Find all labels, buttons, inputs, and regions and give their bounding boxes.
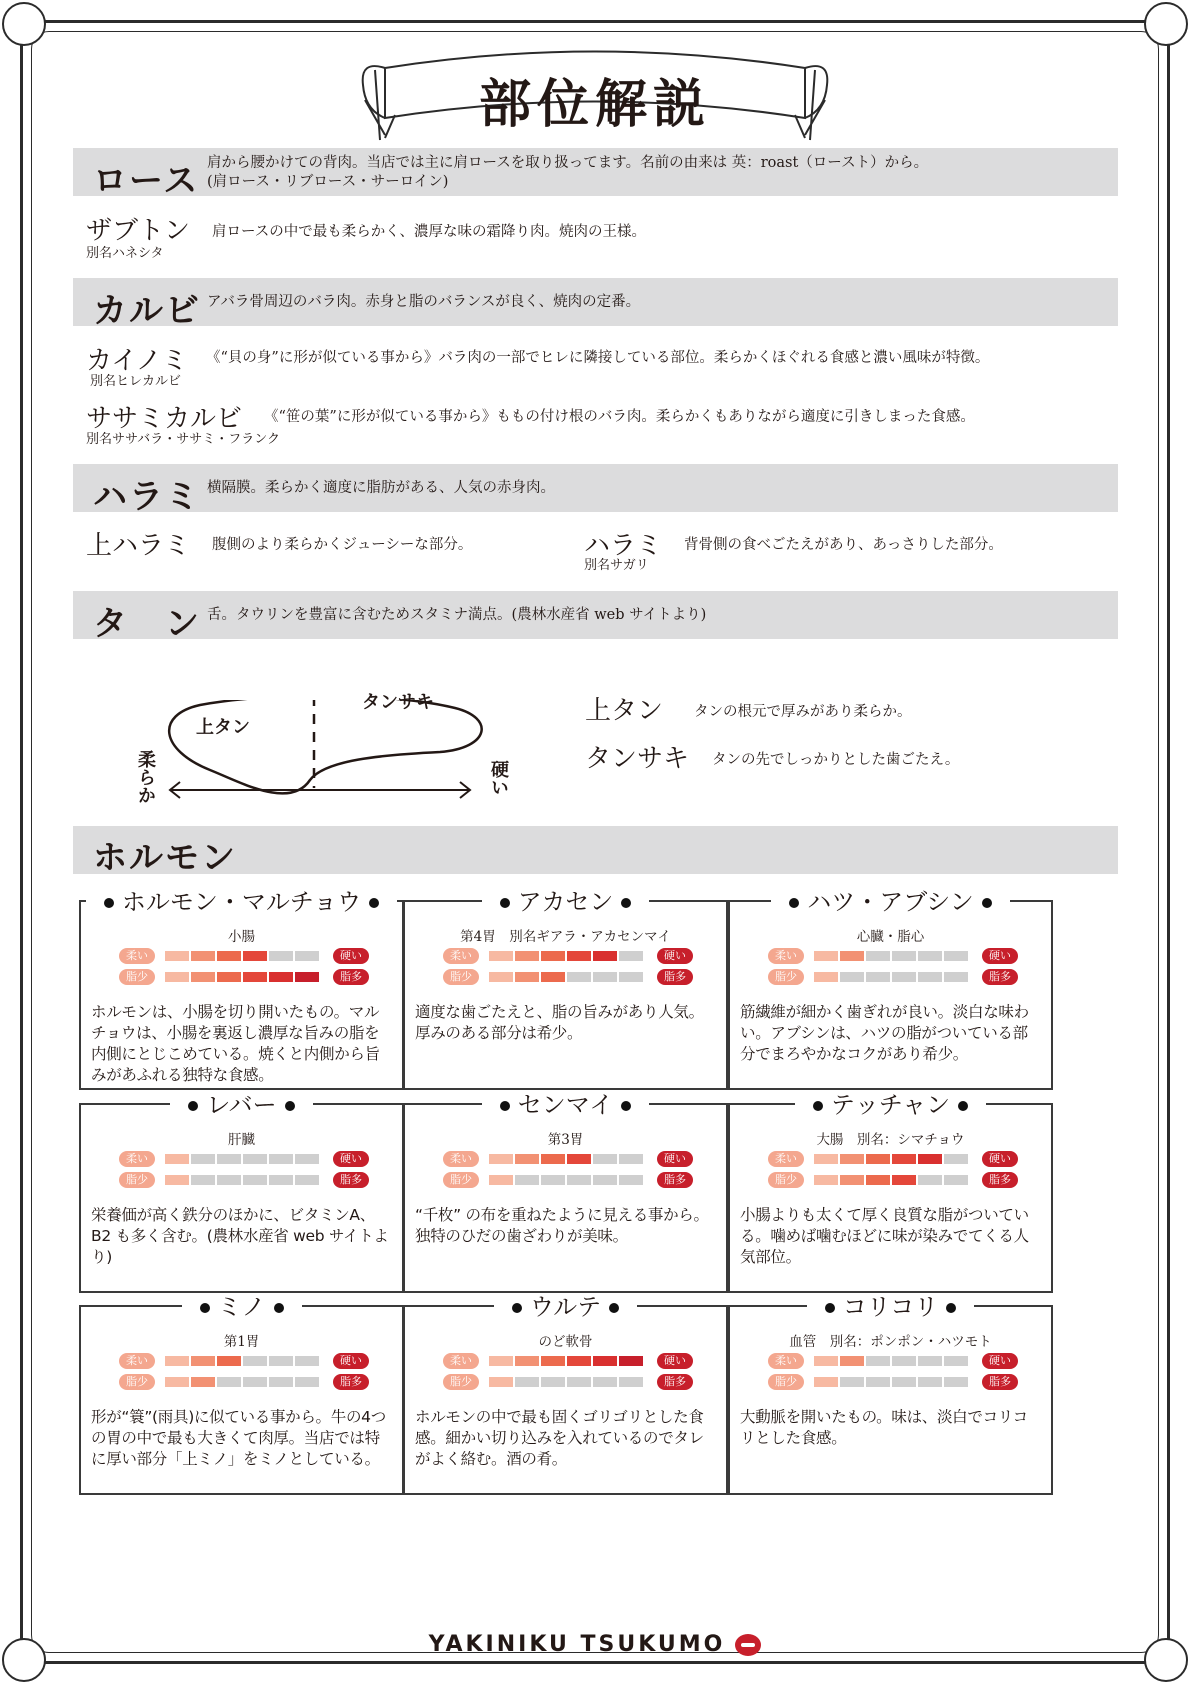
hard-axis-label: 硬い bbox=[488, 760, 509, 796]
meter-segment bbox=[892, 1175, 916, 1185]
card-title-text: テッチャン bbox=[830, 1091, 951, 1119]
sub-item-desc: 肩ロースの中で最も柔らかく、濃厚な味の霜降り肉。焼肉の王様。 bbox=[212, 224, 646, 240]
horumon-card bbox=[79, 888, 404, 1090]
card-subtitle: 心臓・脂心 bbox=[856, 929, 925, 945]
category-bar-tan bbox=[73, 591, 1118, 644]
horumon-card bbox=[403, 888, 728, 1090]
meter-segment bbox=[944, 1154, 968, 1164]
card-description: 適度な歯ごたえと、脂の旨みがあり人気。厚みのある部分は希少。 bbox=[415, 1003, 704, 1042]
meter-max-badge: 脂多 bbox=[657, 1374, 693, 1390]
card-title-wrap bbox=[405, 1091, 726, 1119]
meter-segment bbox=[866, 1356, 890, 1366]
meter-segment bbox=[165, 1175, 189, 1185]
meter-segment bbox=[269, 1154, 293, 1164]
meter-segment bbox=[918, 1154, 942, 1164]
red-circle-logo-icon bbox=[735, 1634, 761, 1656]
horumon-card bbox=[728, 1091, 1053, 1293]
meter-segment bbox=[619, 972, 643, 982]
category-bar-karubi bbox=[73, 278, 1118, 331]
meter-segments bbox=[165, 1377, 319, 1387]
meter-segment bbox=[191, 972, 215, 982]
category-desc-line: 肩から腰かけての背肉。当店では主に肩ロースを取り扱ってます。名前の由来は 英：roast（ロースト）から。 bbox=[207, 155, 929, 171]
meter-segment bbox=[191, 1377, 215, 1387]
meter-min-badge: 柔い bbox=[443, 1151, 479, 1167]
meter-segment bbox=[814, 1377, 838, 1387]
category-desc: 舌。タウリンを豊富に含むためスタミナ満点。(農林水産省 web サイトより) bbox=[207, 607, 707, 623]
bullet-dot-icon bbox=[274, 1303, 284, 1313]
meter-segment bbox=[866, 1175, 890, 1185]
meter-segment bbox=[295, 972, 319, 982]
fat-meter bbox=[443, 1172, 693, 1188]
meter-segment bbox=[567, 1377, 591, 1387]
meter-segment bbox=[814, 972, 838, 982]
meter-segment bbox=[489, 1175, 513, 1185]
meter-segments bbox=[814, 951, 968, 961]
hardness-meter bbox=[119, 1151, 369, 1167]
meter-segment bbox=[295, 951, 319, 961]
meter-segment bbox=[243, 972, 267, 982]
bullet-dot-icon bbox=[104, 898, 114, 908]
meter-max-badge: 硬い bbox=[333, 948, 369, 964]
meter-segment bbox=[814, 951, 838, 961]
meter-segment bbox=[918, 1377, 942, 1387]
meter-segment bbox=[593, 1356, 617, 1366]
meter-segments bbox=[489, 1356, 643, 1366]
hardness-meter bbox=[443, 948, 693, 964]
meter-max-badge: 脂多 bbox=[657, 969, 693, 985]
bullet-dot-icon bbox=[982, 898, 992, 908]
meter-segment bbox=[541, 1377, 565, 1387]
meter-segment bbox=[217, 1377, 241, 1387]
meter-segment bbox=[217, 1154, 241, 1164]
meter-segment bbox=[567, 1175, 591, 1185]
meter-segment bbox=[840, 1377, 864, 1387]
meter-segment bbox=[814, 1175, 838, 1185]
meter-min-badge: 柔い bbox=[119, 948, 155, 964]
meter-segment bbox=[866, 1154, 890, 1164]
meter-segment bbox=[944, 951, 968, 961]
meter-segment bbox=[243, 1356, 267, 1366]
meter-segment bbox=[217, 972, 241, 982]
sub-item-name: ハラミ bbox=[584, 531, 663, 561]
meter-segment bbox=[191, 1154, 215, 1164]
meter-segment bbox=[840, 951, 864, 961]
card-title-text: ミノ bbox=[217, 1293, 266, 1321]
meter-segment bbox=[269, 1356, 293, 1366]
sub-item-alias: 別名ハネシタ bbox=[86, 246, 164, 261]
card-title-wrap bbox=[405, 888, 726, 916]
card-description: 大動脈を開いたもの。味は、淡白でコリコリとした食感。 bbox=[740, 1408, 1028, 1447]
meter-segment bbox=[295, 1154, 319, 1164]
meter-segment bbox=[515, 1356, 539, 1366]
card-title bbox=[771, 888, 1009, 916]
meter-segment bbox=[191, 1175, 215, 1185]
soft-axis-label: 柔らか bbox=[135, 750, 156, 804]
sub-item-desc: 背骨側の食べごたえがあり、あっさりした部分。 bbox=[684, 537, 1003, 553]
bullet-dot-icon bbox=[958, 1101, 968, 1111]
meter-segment bbox=[944, 1356, 968, 1366]
meter-min-badge: 柔い bbox=[768, 1353, 804, 1369]
bullet-dot-icon bbox=[500, 898, 510, 908]
meter-segment bbox=[217, 951, 241, 961]
meter-min-badge: 脂少 bbox=[768, 1172, 804, 1188]
card-title-text: コリコリ bbox=[842, 1293, 939, 1321]
sub-item-name: 上タン bbox=[585, 696, 664, 726]
meter-segments bbox=[489, 1377, 643, 1387]
meter-segment bbox=[944, 972, 968, 982]
meter-segment bbox=[619, 1377, 643, 1387]
meter-segment bbox=[165, 1356, 189, 1366]
bullet-dot-icon bbox=[369, 898, 379, 908]
meter-max-badge: 脂多 bbox=[657, 1172, 693, 1188]
hardness-meter bbox=[768, 1353, 1018, 1369]
meter-segment bbox=[541, 1356, 565, 1366]
meter-min-badge: 柔い bbox=[119, 1151, 155, 1167]
bullet-dot-icon bbox=[946, 1303, 956, 1313]
bullet-dot-icon bbox=[825, 1303, 835, 1313]
corner-ornament-icon bbox=[1144, 2, 1188, 46]
meter-segment bbox=[567, 972, 591, 982]
meter-min-badge: 脂少 bbox=[119, 1172, 155, 1188]
tongue-left-label: 上タン bbox=[196, 717, 250, 738]
category-desc: 横隔膜。柔らかく適度に脂肪がある、人気の赤身肉。 bbox=[207, 480, 555, 496]
hardness-meter bbox=[768, 1151, 1018, 1167]
bullet-dot-icon bbox=[621, 1101, 631, 1111]
fat-meter bbox=[119, 1172, 369, 1188]
bullet-dot-icon bbox=[188, 1101, 198, 1111]
card-subtitle: 小腸 bbox=[228, 929, 255, 945]
meter-segment bbox=[165, 1154, 189, 1164]
horumon-card bbox=[79, 1293, 404, 1495]
bullet-dot-icon bbox=[789, 898, 799, 908]
meter-segments bbox=[165, 951, 319, 961]
card-title-text: レバー bbox=[206, 1091, 277, 1119]
card-subtitle: 肝臓 bbox=[228, 1132, 255, 1148]
meter-segment bbox=[918, 1356, 942, 1366]
card-title bbox=[86, 888, 397, 916]
meter-segment bbox=[593, 1377, 617, 1387]
meter-segment bbox=[515, 1154, 539, 1164]
meter-max-badge: 脂多 bbox=[333, 969, 369, 985]
meter-segment bbox=[489, 1356, 513, 1366]
meter-segment bbox=[243, 951, 267, 961]
horumon-card bbox=[728, 888, 1053, 1090]
sub-item-desc: 腹側のより柔らかくジューシーな部分。 bbox=[212, 537, 473, 553]
card-subtitle: 第1胃 bbox=[223, 1334, 260, 1350]
meter-segment bbox=[619, 1154, 643, 1164]
meter-max-badge: 硬い bbox=[982, 1151, 1018, 1167]
meter-segment bbox=[165, 1377, 189, 1387]
meter-segment bbox=[840, 1356, 864, 1366]
card-title-wrap bbox=[730, 1293, 1051, 1321]
card-title bbox=[182, 1293, 302, 1321]
meter-segment bbox=[541, 1175, 565, 1185]
meter-min-badge: 脂少 bbox=[443, 969, 479, 985]
card-title-wrap bbox=[81, 1091, 402, 1119]
fat-meter bbox=[119, 1374, 369, 1390]
card-subtitle: 血管 別名：ポンポン・ハツモト bbox=[789, 1334, 992, 1350]
meter-segment bbox=[567, 1154, 591, 1164]
meter-segment bbox=[295, 1356, 319, 1366]
fat-meter bbox=[119, 969, 369, 985]
card-title-wrap bbox=[405, 1293, 726, 1321]
meter-min-badge: 脂少 bbox=[119, 1374, 155, 1390]
meter-segment bbox=[840, 1175, 864, 1185]
meter-segment bbox=[892, 1154, 916, 1164]
meter-segment bbox=[269, 1175, 293, 1185]
hardness-meter bbox=[443, 1353, 693, 1369]
meter-segment bbox=[541, 1154, 565, 1164]
sub-item-name: タンサキ bbox=[585, 744, 690, 774]
meter-segment bbox=[593, 972, 617, 982]
sub-item-desc: タンの根元で厚みがあり柔らか。 bbox=[694, 704, 912, 720]
fat-meter bbox=[768, 969, 1018, 985]
card-description: 栄養価が高く鉄分のほかに、ビタミンA、B2 も多く含む。(農林水産省 web サイトより) bbox=[91, 1206, 389, 1266]
card-description: 小腸よりも太くて厚く良質な脂がついている。噛めば噛むほどに味が染みでてくる人気部位。 bbox=[740, 1206, 1029, 1266]
sub-item-name: ササミカルビ bbox=[86, 404, 243, 434]
meter-min-badge: 柔い bbox=[768, 1151, 804, 1167]
card-description: “千枚” の布を重ねたように見える事から。独特のひだの歯ざわりが美味。 bbox=[415, 1206, 709, 1245]
meter-min-badge: 脂少 bbox=[119, 969, 155, 985]
category-name: ロース bbox=[93, 161, 200, 201]
meter-max-badge: 硬い bbox=[982, 1353, 1018, 1369]
meter-max-badge: 硬い bbox=[982, 948, 1018, 964]
meter-segment bbox=[269, 972, 293, 982]
meter-segment bbox=[840, 1154, 864, 1164]
sub-item-name: 上ハラミ bbox=[86, 531, 191, 561]
card-subtitle: 第3胃 bbox=[547, 1132, 584, 1148]
meter-min-badge: 柔い bbox=[443, 948, 479, 964]
meter-segment bbox=[593, 951, 617, 961]
meter-max-badge: 硬い bbox=[333, 1151, 369, 1167]
horumon-card bbox=[728, 1293, 1053, 1495]
card-title-text: アカセン bbox=[517, 888, 614, 916]
meter-segments bbox=[814, 1356, 968, 1366]
card-title-text: センマイ bbox=[517, 1091, 614, 1119]
footer-brand: YAKINIKU TSUKUMO bbox=[428, 1632, 726, 1657]
card-title-text: ウルテ bbox=[529, 1293, 602, 1321]
meter-segments bbox=[814, 1154, 968, 1164]
meter-segment bbox=[892, 951, 916, 961]
fat-meter bbox=[768, 1374, 1018, 1390]
fat-meter bbox=[443, 1374, 693, 1390]
meter-segment bbox=[269, 1377, 293, 1387]
meter-segment bbox=[515, 1175, 539, 1185]
meter-max-badge: 脂多 bbox=[982, 1374, 1018, 1390]
fat-meter bbox=[768, 1172, 1018, 1188]
card-title-text: ホルモン・マルチョウ bbox=[121, 888, 362, 916]
meter-max-badge: 硬い bbox=[657, 1353, 693, 1369]
card-title-wrap bbox=[730, 1091, 1051, 1119]
meter-segment bbox=[814, 1154, 838, 1164]
card-description: ホルモンは、小腸を切り開いたもの。マルチョウは、小腸を裏返し濃厚な旨みの脂を内側にとじこめている。焼くと内側から旨みがあふれる独特な食感。 bbox=[91, 1003, 380, 1084]
bullet-dot-icon bbox=[813, 1101, 823, 1111]
sub-item-alias: 別名ヒレカルビ bbox=[90, 374, 182, 389]
meter-segment bbox=[165, 972, 189, 982]
sub-item-name: カイノミ bbox=[86, 346, 188, 376]
hardness-meter bbox=[443, 1151, 693, 1167]
meter-segment bbox=[515, 1377, 539, 1387]
card-title-text: ハツ・アブシン bbox=[807, 888, 974, 916]
meter-segment bbox=[541, 951, 565, 961]
card-description: 形が“簑”(雨具)に似ている事から。牛の4つの胃の中で最も大きくて肉厚。当店では特に厚い部分「上ミノ」をミノとしている。 bbox=[91, 1408, 386, 1468]
card-title-wrap bbox=[81, 1293, 402, 1321]
corner-ornament-icon bbox=[2, 2, 46, 46]
meter-min-badge: 脂少 bbox=[768, 969, 804, 985]
card-title bbox=[807, 1293, 975, 1321]
meter-max-badge: 脂多 bbox=[333, 1374, 369, 1390]
meter-segment bbox=[619, 1175, 643, 1185]
category-name: タ ン bbox=[93, 604, 201, 644]
category-desc: アバラ骨周辺のバラ肉。赤身と脂のバランスが良く、焼肉の定番。 bbox=[207, 294, 641, 310]
hardness-meter bbox=[119, 1353, 369, 1369]
horumon-card bbox=[403, 1091, 728, 1293]
meter-segment bbox=[489, 1377, 513, 1387]
meter-segment bbox=[515, 951, 539, 961]
meter-min-badge: 脂少 bbox=[443, 1374, 479, 1390]
meter-segment bbox=[944, 1175, 968, 1185]
meter-min-badge: 柔い bbox=[443, 1353, 479, 1369]
category-desc bbox=[207, 154, 928, 192]
meter-segment bbox=[866, 972, 890, 982]
horumon-card bbox=[79, 1091, 404, 1293]
meter-segments bbox=[489, 1175, 643, 1185]
meter-segment bbox=[295, 1377, 319, 1387]
meter-segment bbox=[840, 972, 864, 982]
meter-segments bbox=[165, 972, 319, 982]
meter-segment bbox=[619, 951, 643, 961]
sub-item-name: ザブトン bbox=[86, 216, 191, 246]
meter-max-badge: 脂多 bbox=[333, 1172, 369, 1188]
meter-segments bbox=[165, 1356, 319, 1366]
sub-item-desc: 《“笹の葉”に形が似ている事から》ももの付け根のバラ肉。柔らかくもありながら適度に引きしまった食感。 bbox=[264, 409, 975, 425]
meter-segments bbox=[165, 1175, 319, 1185]
meter-segment bbox=[489, 972, 513, 982]
category-name: カルビ bbox=[93, 291, 201, 331]
meter-min-badge: 柔い bbox=[768, 948, 804, 964]
meter-segment bbox=[489, 1154, 513, 1164]
card-subtitle: 第4胃 別名ギアラ・アカセンマイ bbox=[460, 929, 671, 945]
meter-segment bbox=[892, 1377, 916, 1387]
sub-item-alias: 別名ササバラ・ササミ・フランク bbox=[86, 432, 280, 447]
card-title bbox=[170, 1091, 312, 1119]
meter-segments bbox=[489, 1154, 643, 1164]
category-name: ハラミ bbox=[93, 477, 201, 517]
meter-segment bbox=[165, 951, 189, 961]
hardness-meter bbox=[119, 948, 369, 964]
bullet-dot-icon bbox=[609, 1303, 619, 1313]
bullet-dot-icon bbox=[200, 1303, 210, 1313]
meter-segment bbox=[814, 1356, 838, 1366]
category-bar-rosu bbox=[73, 148, 1118, 201]
meter-segment bbox=[593, 1175, 617, 1185]
card-title bbox=[795, 1091, 986, 1119]
footer bbox=[0, 1632, 1190, 1657]
category-bar-horumon bbox=[73, 826, 1118, 878]
meter-segment bbox=[619, 1356, 643, 1366]
meter-segment bbox=[515, 972, 539, 982]
meter-segment bbox=[217, 1356, 241, 1366]
meter-segment bbox=[892, 972, 916, 982]
bullet-dot-icon bbox=[512, 1303, 522, 1313]
bullet-dot-icon bbox=[621, 898, 631, 908]
meter-segment bbox=[243, 1377, 267, 1387]
meter-segment bbox=[567, 1356, 591, 1366]
page-title: 部位解説 bbox=[478, 74, 711, 135]
meter-segment bbox=[918, 972, 942, 982]
meter-segment bbox=[243, 1154, 267, 1164]
meter-min-badge: 脂少 bbox=[768, 1374, 804, 1390]
meter-segment bbox=[489, 951, 513, 961]
meter-segment bbox=[295, 1175, 319, 1185]
meter-segment bbox=[217, 1175, 241, 1185]
card-title bbox=[482, 1091, 650, 1119]
meter-segments bbox=[489, 951, 643, 961]
bullet-dot-icon bbox=[500, 1101, 510, 1111]
sub-item-alias: 別名サガリ bbox=[584, 558, 649, 573]
meter-segments bbox=[165, 1154, 319, 1164]
card-description: 筋繊維が細かく歯ぎれが良い。淡白な味わい。アブシンは、ハツの脂がついている部分でまろやかなコクがあり希少。 bbox=[740, 1003, 1029, 1063]
card-title bbox=[494, 1293, 637, 1321]
hardness-meter bbox=[768, 948, 1018, 964]
meter-max-badge: 脂多 bbox=[982, 969, 1018, 985]
meter-max-badge: 硬い bbox=[657, 1151, 693, 1167]
meter-segment bbox=[866, 1377, 890, 1387]
meter-segments bbox=[489, 972, 643, 982]
card-description: ホルモンの中で最も固くゴリゴリとした食感。細かい切り込みを入れているのでタレがよく絡む。酒の肴。 bbox=[415, 1408, 704, 1468]
meter-max-badge: 脂多 bbox=[982, 1172, 1018, 1188]
meter-segment bbox=[541, 972, 565, 982]
category-name: ホルモン bbox=[93, 838, 237, 878]
sub-item-desc: 《“貝の身”に形が似ている事から》バラ肉の一部でヒレに隣接している部位。柔らかくほぐれる食感と濃い風味が特徴。 bbox=[206, 350, 990, 366]
category-bar-harami bbox=[73, 464, 1118, 517]
horumon-card bbox=[403, 1293, 728, 1495]
meter-segment bbox=[892, 1356, 916, 1366]
card-title bbox=[482, 888, 650, 916]
category-desc-line: (肩ロース・リブロース・サーロイン) bbox=[207, 174, 449, 190]
meter-segment bbox=[567, 951, 591, 961]
meter-segments bbox=[814, 1377, 968, 1387]
meter-max-badge: 硬い bbox=[657, 948, 693, 964]
card-title-wrap bbox=[730, 888, 1051, 916]
tongue-right-label: タンサキ bbox=[362, 692, 434, 713]
card-subtitle: のど軟骨 bbox=[538, 1334, 593, 1350]
meter-segment bbox=[243, 1175, 267, 1185]
meter-segment bbox=[944, 1377, 968, 1387]
fat-meter bbox=[443, 969, 693, 985]
meter-segments bbox=[814, 972, 968, 982]
meter-segment bbox=[918, 951, 942, 961]
card-subtitle: 大腸 別名：シマチョウ bbox=[816, 1132, 965, 1148]
meter-segment bbox=[918, 1175, 942, 1185]
meter-segment bbox=[269, 951, 293, 961]
meter-segments bbox=[814, 1175, 968, 1185]
meter-min-badge: 脂少 bbox=[443, 1172, 479, 1188]
meter-max-badge: 硬い bbox=[333, 1353, 369, 1369]
card-title-wrap bbox=[81, 888, 402, 916]
meter-segment bbox=[191, 951, 215, 961]
meter-segment bbox=[866, 951, 890, 961]
sub-item-desc: タンの先でしっかりとした歯ごたえ。 bbox=[712, 752, 960, 768]
bullet-dot-icon bbox=[285, 1101, 295, 1111]
meter-min-badge: 柔い bbox=[119, 1353, 155, 1369]
meter-segment bbox=[191, 1356, 215, 1366]
meter-segment bbox=[593, 1154, 617, 1164]
